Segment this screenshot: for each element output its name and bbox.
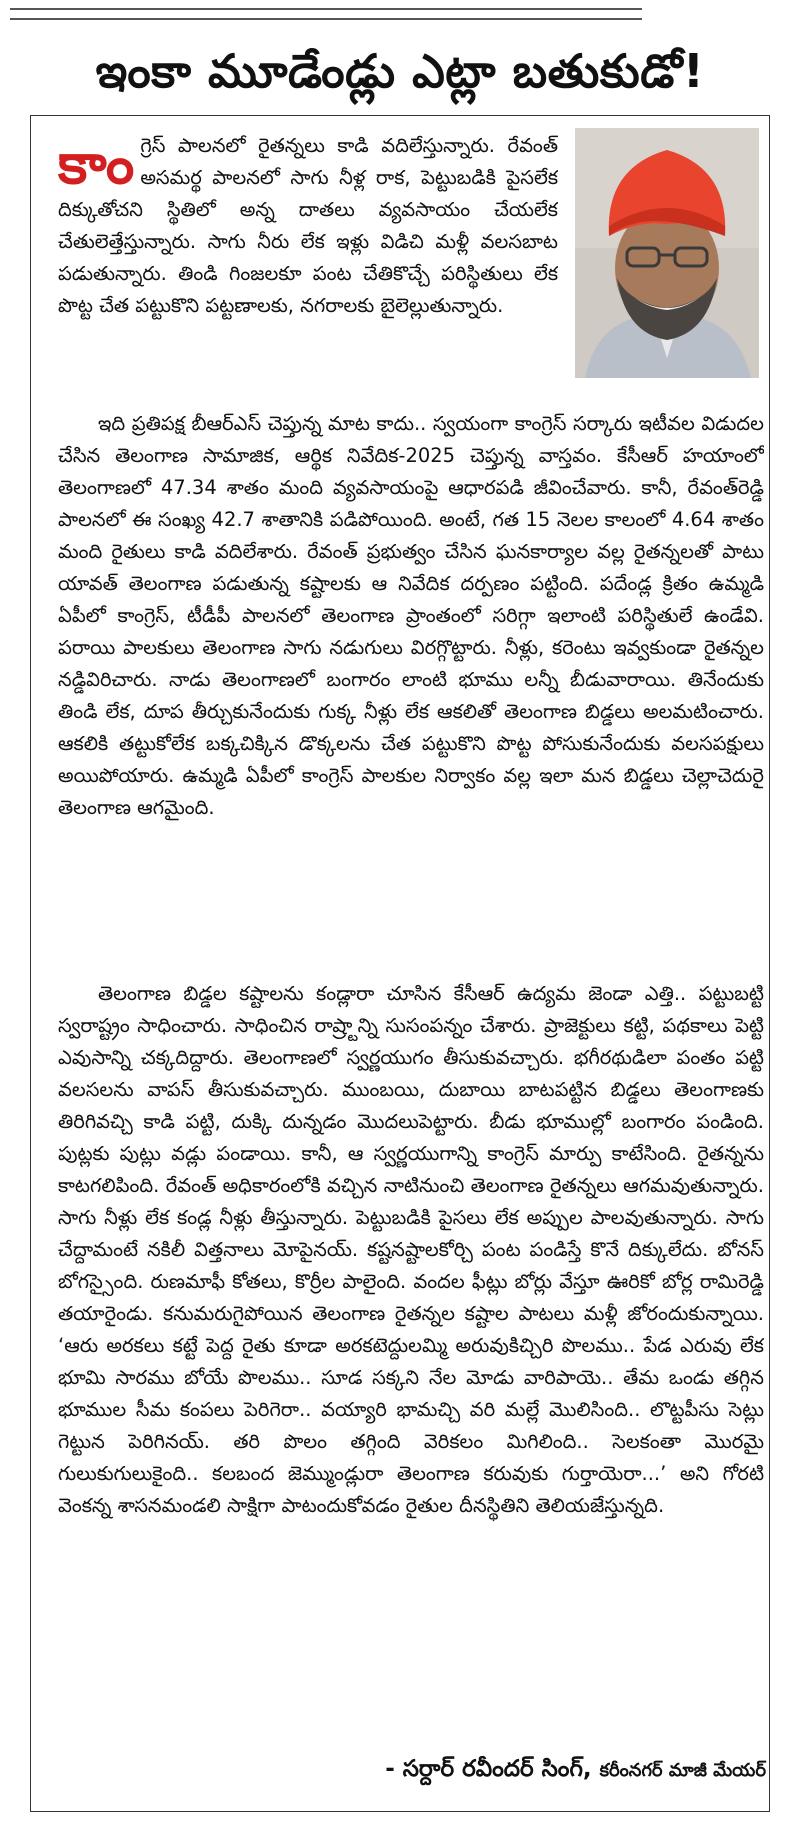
byline — [385, 1756, 766, 1788]
drop-cap: కాం — [58, 132, 135, 197]
author-photo — [575, 128, 759, 378]
paragraph-2: ఇది ప్రతిపక్ష బీఆర్ఎస్ చెప్తున్న మాట కాదు.. స్వయంగా కాంగ్రెస్ సర్కారు ఇటీవల విడుదల చేసిన తెలంగాణ సామాజిక, ఆర్థిక నివేదిక-2025 చెప్తున్న వాస్తవం. కేసీఆర్ హయాంలో తెలంగాణలో 47.34 శాతం మంది వ్యవసాయంపై ఆధారపడి జీవించేవారు. కానీ, రేవంత్‌రెడ్డి పాలనలో ఈ సంఖ్య 42.7 శాతానికి పడిపోయింది. అంటే, గత 15 నెలల కాలంలో 4.64 శాతం మంది రైతులు కాడి వదిలేశారు. రేవంత్ ప్రభుత్వం చేసిన ఘనకార్యాల వల్ల రైతన్నలతో పాటు యావత్ తెలంగాణ పడుతున్న కష్టాలకు ఆ నివేదిక దర్పణం పట్టింది. పదేండ్ల క్రితం ఉమ్మడి ఏపీలో కాంగ్రెస్, టీడీపీ పాలనలో తెలంగాణ ప్రాంతంలో సరిగ్గా ఇలాంటి పరిస్థితులే ఉండేవి. పరాయి పాలకులు తెలంగాణ సాగు నడుగులు విరగ్గొట్టారు. నీళ్లు, కరెంటు ఇవ్వకుండా రైతన్నల నడ్డివిరిచారు. నాడు తెలంగాణలో బంగారం లాంటి భూము లన్నీ బీడువారాయి. తినేందుకు తిండి లేక, దూప తీర్చుకునేందుకు గుక్క నీళ్లు లేక ఆకలితో తెలంగాణ బిడ్డలు అలమటించారు. ఆకలికి తట్టుకోలేక బక్కచిక్కిన డొక్కలను చేత పట్టుకొని పొట్ట పోసుకునేందుకు వలసపక్షులు అయిపోయారు. ఉమ్మడి ఏపీలో కాంగ్రెస్ పాలకుల నిర్వాకం వల్ల ఇలా మన బిడ్డలు చెల్లాచెదురై తెలంగాణ ఆగమైంది. — [58, 412, 764, 819]
author-name: - సర్దార్ రవీందర్ సింగ్, — [385, 1756, 592, 1782]
intro-text: గ్రెస్ పాలనలో రైతన్నలు కాడి వదిలేస్తున్నారు. రేవంత్ అసమర్థ పాలనలో సాగు నీళ్ల రాక, పెట్టుబడికి పైసలేక దిక్కుతోచని స్థితిలో అన్న దాతలు వ్యవసాయం చేయలేక చేతులెత్తేస్తున్నారు. సాగు నీరు లేక ఇళ్లు విడిచి మళ్లీ వలసబాట పడుతున్నారు. తిండి గింజలకూ పంట చేతికొచ్చే పరిస్థితులు లేక పొట్ట చేత పట్టుకొని పట్టణాలకు, నగరాలకు బైలెల్లుతున్నారు. — [58, 134, 558, 317]
intro-paragraph — [58, 130, 558, 380]
author-role: కరీంనగర్ మాజీ మేయర్ — [599, 1760, 766, 1781]
article-headline: ఇంకా మూడేండ్లు ఎట్లా బతుకుడో! — [95, 44, 705, 98]
paragraph-3: తెలంగాణ బిడ్డల కష్టాలను కండ్లారా చూసిన కేసీఆర్ ఉద్యమ జెండా ఎత్తి.. పట్టుబట్టి స్వరాష్ట్రం సాధించారు. సాధించిన రాష్ర్టాన్ని సుసంపన్నం చేశారు. ప్రాజెక్టులు కట్టి, పథకాలు పెట్టి ఎవుసాన్ని చక్కదిద్దారు. తెలంగాణలో స్వర్ణయుగం తీసుకువచ్చారు. భగీరథుడిలా పంతం పట్టి వలసలను వాపస్ తీసుకువచ్చారు. ముంబయి, దుబాయి బాటపట్టిన బిడ్డలు తెలంగాణకు తిరిగివచ్చి కాడి పట్టి, దుక్కి దున్నడం మొదలుపెట్టారు. బీడు భూముల్లో బంగారం పండింది. పుట్లకు పుట్లు వడ్లు పండాయి. కానీ, ఆ స్వర్ణయుగాన్ని కాంగ్రెస్ మార్పు కాటేసింది. రైతన్నను కాటగలిపింది. రేవంత్ అధికారంలోకి వచ్చిన నాటినుంచి తెలంగాణ రైతన్నలు ఆగమవుతున్నారు. సాగు నీళ్లు లేక కండ్ల నీళ్లు తీస్తున్నారు. పెట్టుబడికి పైసలు లేక అప్పుల పాలవుతున్నారు. సాగు చేద్దామంటే నకిలీ విత్తనాలు మోపైనయ్. కష్టనష్టాలకోర్చి పంట పండిస్తే కొనే దిక్కులేదు. బోనస్ బోగస్సైంది. రుణమాఫీ కోతలు, కొర్రీల పాలైంది. వందల ఫీట్లు బోర్లు వేస్తూ ఊరికో బోర్ల రామిరెడ్డి తయారైండు. కనుమరుగైపోయిన తెలంగాణ రైతన్నల కష్టాల పాటలు మళ్లీ జోరందుకున్నాయి. ‘ఆరు అరకలు కట్టే పెద్ద రైతు కూడా అరకటెద్దులమ్మి అరువుకిచ్చిరి పొలము.. పేడ ఎరువు లేక భూమి సారము బోయే పొలము.. సూడ సక్కని నేల మోడు వారిపాయె.. తేమ ఒండు తగ్గిన భూముల సీమ కంపలు పెరిగెరా.. వయ్యారి భామచ్చి వరి మల్లే మొలిసింది.. లొట్టపీసు సెట్లు గెట్టున పెరిగినయ్. తరి పొలం తగ్గింది వెరికలం మిగిలింది.. సెలకంతా మొరమై గులుకుగులుకైంది.. కలబంద జెమ్ముండ్లురా తెలంగాణ కరువుకు గుర్తాయెరా...’ అని గోరటి వెంకన్న శాసనమండలి సాక్షిగా పాటందుకోవడం రైతుల దీనస్థితిని తెలియజేస్తున్నది. — [58, 982, 764, 1517]
header-rule-bottom — [10, 18, 642, 20]
header-rule-top — [10, 8, 642, 10]
